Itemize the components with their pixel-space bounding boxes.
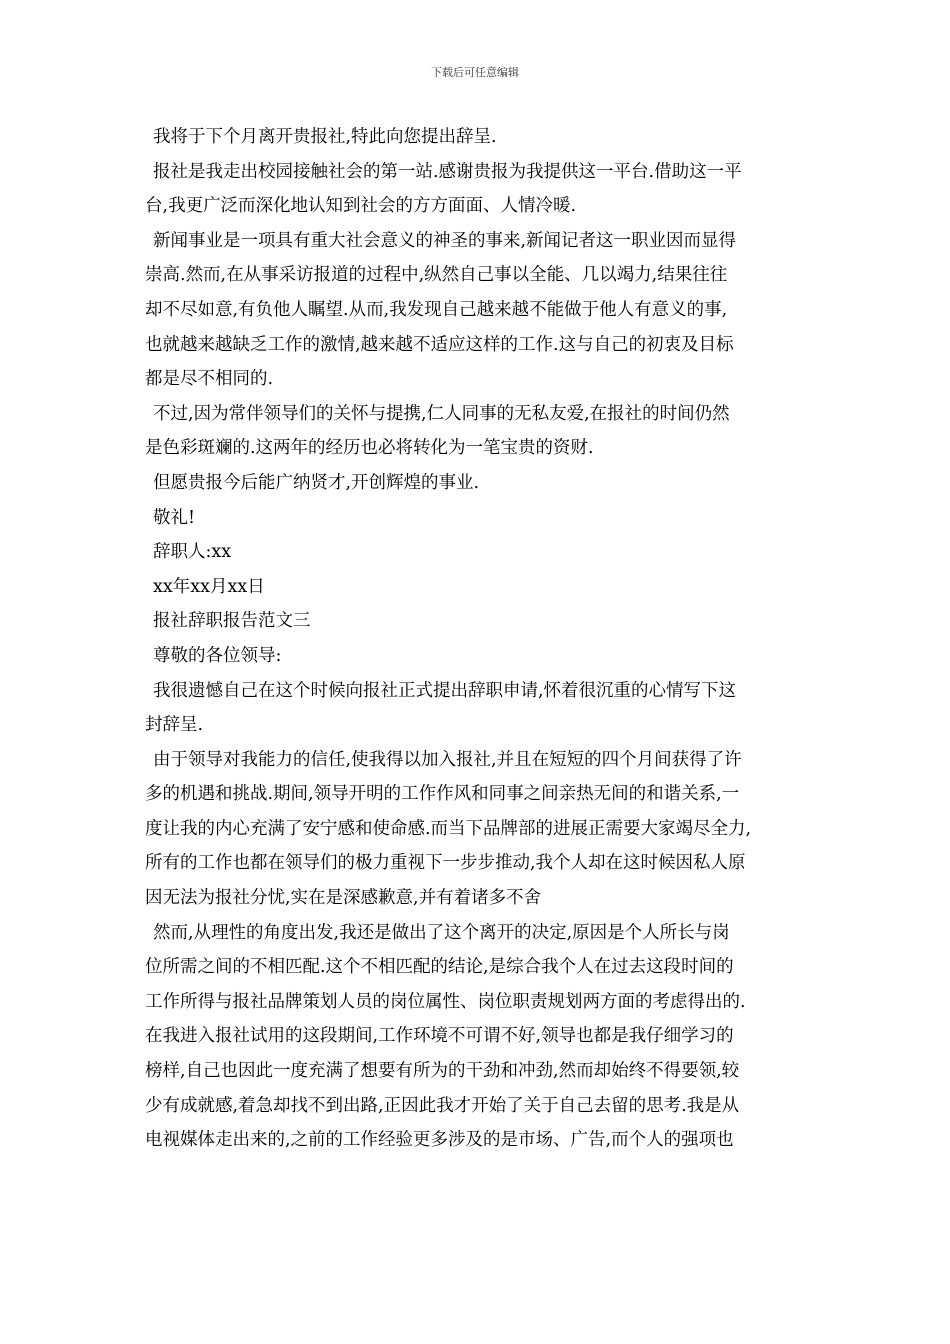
document-line: 我很遗憾自己在这个时候向报社正式提出辞职申请,怀着很沉重的心情写下这 (153, 680, 737, 701)
document-line: 榜样,自己也因此一度充满了想要有所为的干劲和冲劲,然而却始终不得要领,较 (145, 1061, 740, 1082)
document-line: 都是尽不相同的. (145, 369, 274, 390)
document-line: 尊敬的各位领导: (153, 645, 282, 666)
document-line: 我将于下个月离开贵报社,特此向您提出辞呈. (153, 127, 497, 147)
document-line: 也就越来越缺乏工作的激情,越来越不适应这样的工作.这与自己的初衷及目标 (145, 334, 734, 355)
document-line: 但愿贵报今后能广纳贤才,开创辉煌的事业. (153, 472, 480, 493)
document-line: 因无法为报社分忧,实在是深感歉意,并有着诸多不舍 (145, 888, 542, 909)
document-line: 由于领导对我能力的信任,使我得以加入报社,并且在短短的四个月间获得了许 (153, 749, 742, 770)
document-line: 是色彩斑斓的.这两年的经历也必将转化为一笔宝贵的资财. (145, 438, 594, 459)
document-line: 多的机遇和挑战.期间,领导开明的工作作风和同事之间亲热无间的和谐关系,一 (145, 784, 740, 805)
document-line: 封辞呈. (145, 715, 204, 736)
page-header: 下载后可任意编辑 (431, 66, 519, 79)
document-line: 敬礼! (153, 507, 196, 528)
document-line: xx年xx月xx日 (153, 576, 265, 597)
document-line: 少有成就感,着急却找不到出路,正因此我才开始了关于自己去留的思考.我是从 (145, 1095, 740, 1116)
document-line: 却不尽如意,有负他人瞩望.从而,我发现自己越来越不能做于他人有意义的事, (145, 299, 728, 320)
document-line: 不过,因为常伴领导们的关怀与提携,仁人同事的无私友爱,在报社的时间仍然 (153, 403, 730, 424)
document-line: 电视媒体走出来的,之前的工作经验更多涉及的是市场、广告,而个人的强项也 (145, 1130, 734, 1151)
document-line: 报社辞职报告范文三 (153, 611, 311, 632)
document-line: 报社是我走出校园接触社会的第一站.感谢贵报为我提供这一平台.借助这一平 (153, 161, 742, 182)
document-line: 所有的工作也都在领导们的极力重视下一步步推动,我个人却在这时候因私人原 (145, 853, 746, 874)
document-line: 工作所得与报社品牌策划人员的岗位属性、岗位职责规划两方面的考虑得出的. (145, 991, 746, 1012)
document-line: 位所需之间的不相匹配.这个不相匹配的结论,是综合我个人在过去这段时间的 (145, 957, 734, 978)
document-line: 在我进入报社试用的这段期间,工作环境不可谓不好,领导也都是我仔细学习的 (145, 1026, 734, 1047)
document-line: 崇高.然而,在从事采访报道的过程中,纵然自己事以全能、几以竭力,结果往往 (145, 265, 728, 286)
document-body (145, 120, 810, 1158)
document-line: 台,我更广泛而深化地认知到社会的方方面面、人情冷暖. (145, 196, 577, 217)
document-line: 度让我的内心充满了安宁感和使命感.而当下品牌部的进展正需要大家竭尽全力, (145, 818, 752, 839)
document-line: 辞职人:xx (153, 542, 232, 563)
document-line: 新闻事业是一项具有重大社会意义的神圣的事来,新闻记者这一职业因而显得 (153, 230, 737, 251)
document-line: 然而,从理性的角度出发,我还是做出了这个离开的决定,原因是个人所长与岗 (153, 922, 730, 943)
